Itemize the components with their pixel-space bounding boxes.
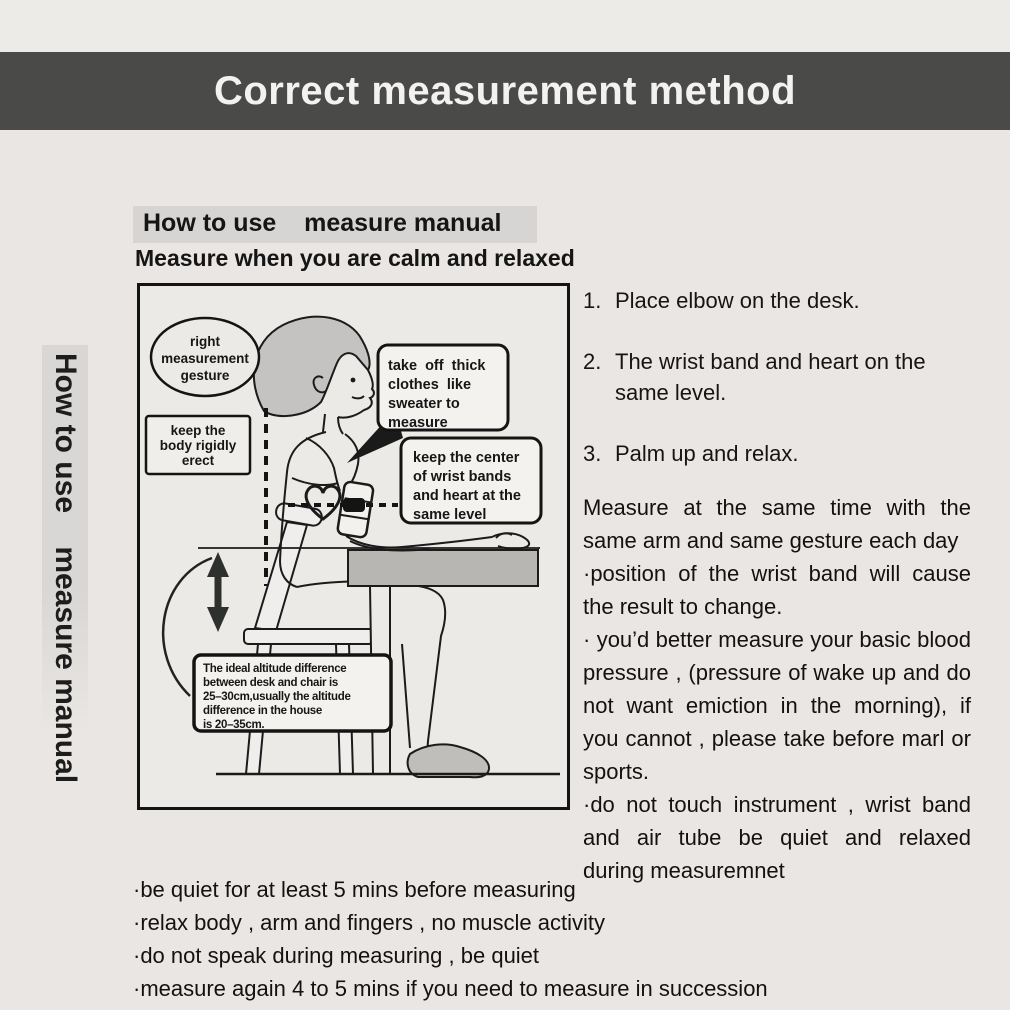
neck-back: [323, 414, 325, 432]
svg-text:right: right: [190, 334, 220, 349]
svg-text:of wrist bands: of wrist bands: [413, 469, 512, 485]
svg-text:The ideal altitude difference: The ideal altitude difference: [203, 663, 347, 675]
face-profile: [338, 370, 374, 418]
section-subheading: Measure when you are calm and relaxed: [135, 245, 575, 271]
desk-top: [348, 550, 538, 586]
height-arrow-icon: [207, 552, 229, 632]
step-1-text: Place elbow on the desk.: [615, 288, 860, 313]
svg-text:and heart at the: and heart at the: [413, 488, 521, 504]
step-3-text: Palm up and relax.: [615, 441, 799, 466]
svg-text:erect: erect: [181, 453, 215, 468]
svg-text:measure: measure: [388, 415, 448, 431]
svg-text:between desk and chair is: between desk and chair is: [203, 677, 339, 689]
svg-text:sweater to: sweater to: [388, 396, 460, 412]
top-strip: [0, 0, 1010, 52]
step-2: [583, 346, 971, 408]
posture-diagram: [137, 283, 570, 810]
svg-text:measurement: measurement: [161, 351, 249, 366]
measurement-notes: [583, 491, 971, 887]
vertical-side-label: How to use measure manual: [42, 345, 88, 815]
section-heading: How to use measure manual: [133, 206, 537, 243]
svg-text:is 20–35cm.: is 20–35cm.: [203, 719, 265, 731]
svg-text:gesture: gesture: [180, 368, 230, 383]
step-2-text: The wrist band and heart on the same level.: [615, 349, 926, 405]
slipper: [408, 744, 489, 777]
svg-text:difference in the house: difference in the house: [203, 705, 322, 717]
step-3: [583, 438, 971, 469]
svg-text:same level: same level: [413, 507, 487, 523]
svg-text:25–30cm,usually the altitude: 25–30cm,usually the altitude: [203, 691, 351, 703]
tip-3: ·do not speak during measuring , be quiet: [133, 943, 540, 968]
svg-text:clothes like: clothes like: [388, 377, 472, 393]
neck-front: [338, 417, 343, 434]
body-erect-note: [146, 416, 250, 474]
gesture-ellipse: [151, 318, 259, 396]
tip-2: ·relax body , arm and fingers , no muscle activity: [133, 910, 605, 935]
note-1: Measure at the same time with the same arm and same gesture each day: [583, 495, 971, 553]
instructions-column: [583, 285, 971, 887]
note-4: ·do not touch instrument , wrist band and air tube be quiet and relaxed during measuremnet: [583, 792, 971, 883]
clothes-note-bubble: [378, 345, 508, 431]
shin-back: [402, 644, 410, 748]
page-title: Correct measurement method: [213, 68, 797, 113]
svg-text:keep the: keep the: [170, 423, 226, 438]
step-1: [583, 285, 971, 316]
step-2-number: 2.: [583, 349, 602, 374]
step-3-number: 3.: [583, 441, 602, 466]
posture-illustration: [140, 286, 567, 807]
wrist-sensor: [343, 498, 365, 512]
step-1-number: 1.: [583, 288, 602, 313]
header-band: [0, 52, 1010, 130]
svg-text:keep the center: keep the center: [413, 450, 520, 466]
tip-4: ·measure again 4 to 5 mins if you need to measure in succession: [133, 976, 768, 1001]
bottom-tips-list: [133, 873, 1003, 1005]
mouth: [352, 396, 364, 398]
note-2: ·position of the wrist band will cause the result to change.: [583, 561, 971, 619]
hair: [254, 317, 370, 416]
wrist-note-bubble: [401, 438, 541, 523]
svg-text:body rigidly: body rigidly: [159, 438, 237, 453]
svg-text:take off thick: take off thick: [388, 358, 486, 374]
eye: [351, 378, 356, 383]
tip-1: ·be quiet for at least 5 mins before measuring: [133, 877, 576, 902]
altitude-note-box: [194, 655, 391, 731]
sleeve-hem: [292, 478, 338, 485]
note-3: · you’d better measure your basic blood pressure , (pressure of wake up and do not want emiction in the morning), if you cannot , please take before marl or sports.: [583, 627, 971, 784]
